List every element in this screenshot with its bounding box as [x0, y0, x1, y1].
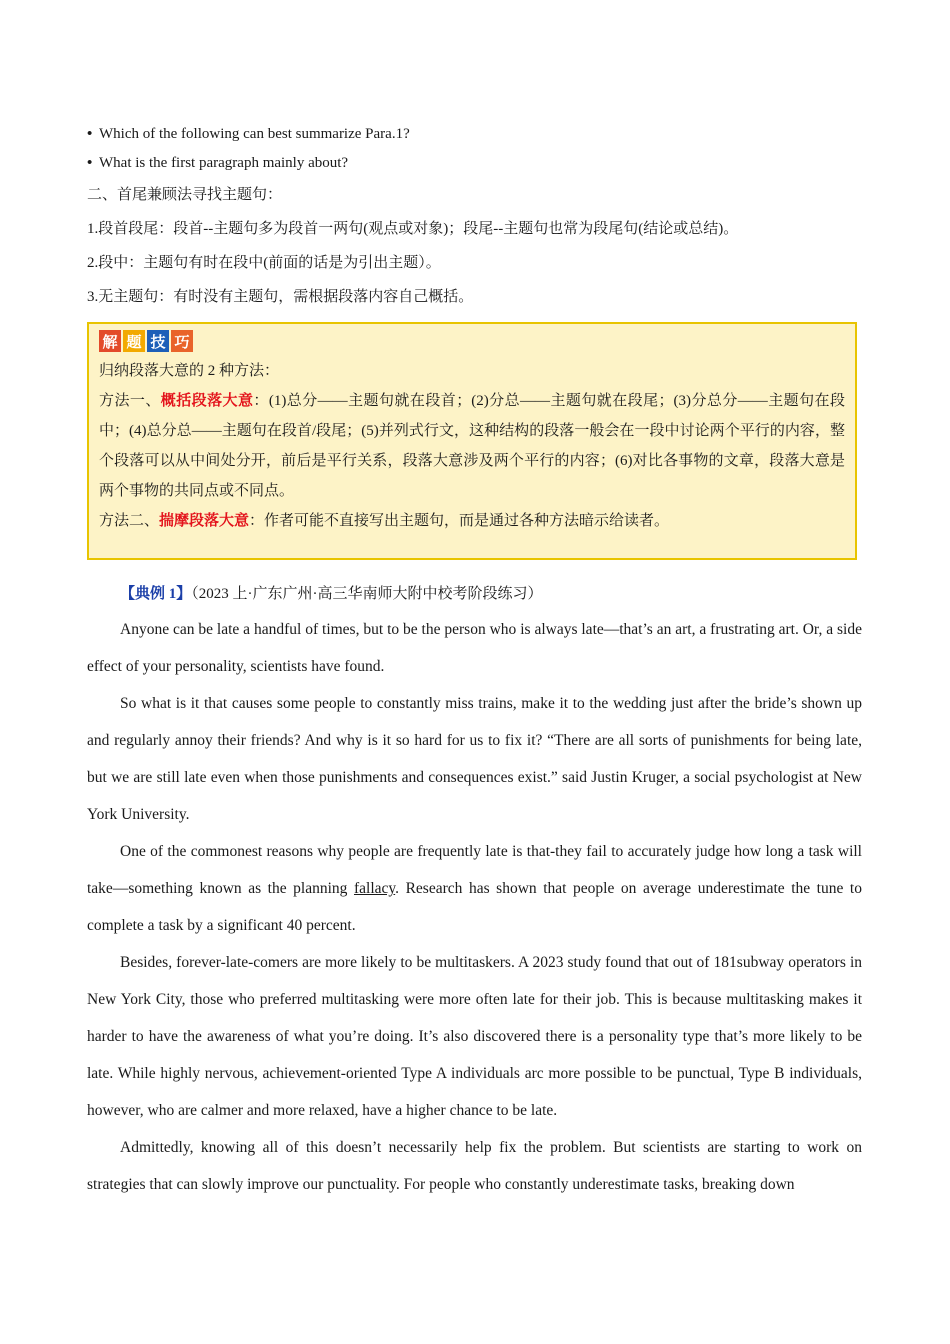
bullet-icon: • [87, 155, 93, 171]
article-paragraph: Besides, forever-late-comers are more likely to be multitaskers. A 2023 study found that out of 181subway operators in New York City, those who preferred multitasking were more often late for their job. This is because multitasking makes it harder to have the awareness of what you’re doing. It’s also discovered there is a personality type that’s more likely to be late. While highly nervous, achievement-oriented Type A individuals arc more possible to be punctual, Type B individuals, however, who are calmer and more relaxed, have a higher chance to be late. [87, 954, 862, 1119]
method-text: ：(1)总分——主题句就在段首；(2)分总——主题句就在段尾；(3)分总分——主题句在段中；(4)总分总——主题句在段首/段尾；(5)并列式行文，这种结构的段落一般会在一段中讨论两个平行的内容，整个段落可以从中间处分开，前后是平行关系，段落大意涉及两个平行的内容；(6)对比各事物的文章，段落大意是两个事物的共同点或不同点。 [99, 393, 845, 499]
tips-badge: 解 [99, 330, 121, 352]
tips-method-2 [99, 506, 845, 536]
paragraph-text: One of the commonest reasons why people are frequently late is that-they fail to accurately judge how long a task will take—something known as the planning [87, 843, 862, 897]
tips-badge: 巧 [171, 330, 193, 352]
bullet-text: Which of the following can best summarize Para.1? [99, 126, 410, 142]
bullet-item [87, 120, 862, 149]
article-paragraph [87, 833, 862, 944]
tips-badge: 技 [147, 330, 169, 352]
paragraph-text: . Research has shown that people on average underestimate the tune to complete a task by a significant 40 percent. [87, 880, 862, 934]
tips-method-1 [99, 386, 845, 506]
method-keyword: 概括段落大意 [160, 393, 254, 409]
article-paragraph: Anyone can be late a handful of times, but to be the person who is always late—that’s an art, a frustrating art. Or, a side effect of your personality, scientists have found. [87, 621, 862, 675]
tips-box [87, 322, 857, 560]
bullet-icon: • [87, 126, 93, 142]
tips-badge-group [99, 330, 845, 352]
rule-line: 1.段首段尾：段首--主题句多为段首一两句(观点或对象)；段尾--主题句也常为段尾句(结论或总结)。 [87, 221, 739, 237]
article-paragraph: Admittedly, knowing all of this doesn’t necessarily help fix the problem. But scientists are starting to work on strategies that can slowly improve our punctuality. For people who constantly underestimate tasks, breaking down [87, 1139, 862, 1193]
tips-badge: 题 [123, 330, 145, 352]
method-text: ：作者可能不直接写出主题句，而是通过各种方法暗示给读者。 [249, 513, 670, 529]
tips-intro: 归纳段落大意的 2 种方法： [99, 363, 280, 379]
example-heading [120, 583, 543, 605]
section-title: 二、首尾兼顾法寻找主题句： [87, 187, 283, 203]
method-keyword: 揣摩段落大意 [159, 513, 250, 529]
example-label: 【典例 1】 [120, 586, 192, 602]
method-prefix: 方法二、 [99, 513, 160, 529]
bullet-text: What is the first paragraph mainly about? [99, 155, 349, 171]
underlined-word: fallacy [353, 880, 396, 897]
example-source: （2023 上·广东广州·高三华南师大附中校考阶段练习） [191, 586, 543, 602]
rule-line: 3.无主题句：有时没有主题句，需根据段落内容自己概括。 [87, 289, 474, 305]
method-prefix: 方法一、 [99, 393, 161, 409]
bullet-item [87, 149, 862, 178]
intro-section [87, 120, 862, 314]
article-body [87, 611, 862, 1203]
article-paragraph: So what is it that causes some people to constantly miss trains, make it to the wedding just after the bride’s shown up and regularly annoy their friends? And why is it so hard for us to fix it? “There are all sorts of punishments for being late, but we are still late even when those punishments and consequences exist.” said Justin Kruger, a social psychologist at New York University. [87, 695, 862, 823]
rule-line: 2.段中：主题句有时在段中(前面的话是为引出主题）。 [87, 255, 441, 271]
